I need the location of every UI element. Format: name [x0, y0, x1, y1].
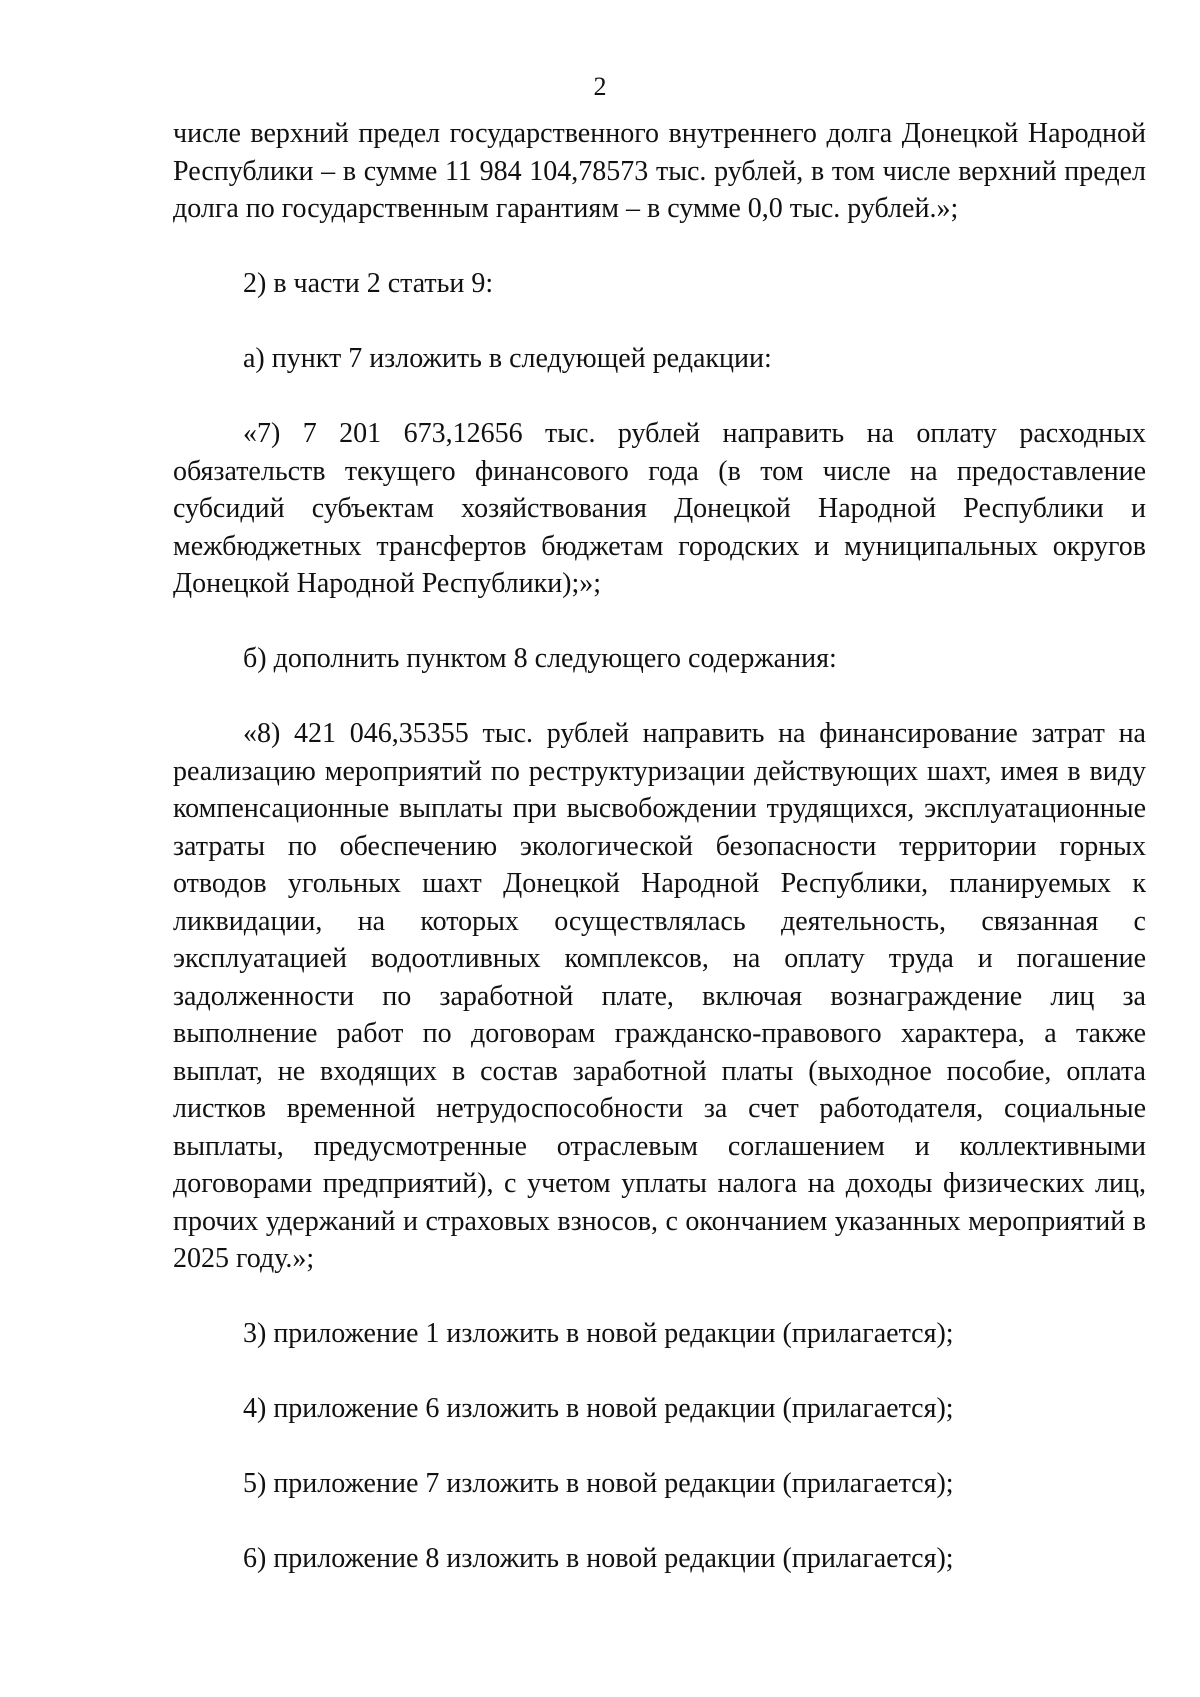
document-body: [173, 115, 1146, 1578]
paragraph-point-7-text: «7) 7 201 673,12656 тыс. рублей направить на оплату расходных обязательств текущего финансового года (в том числе на предоставление субсидий субъектам хозяйствования Донецкой Народной Республики и межбюджетных трансфертов бюджетам городских и муниципальных округов Донецкой Народной Республики);»;: [173, 418, 1146, 599]
paragraph-item-3: 3) приложение 1 изложить в новой редакции (прилагается);: [243, 1318, 954, 1349]
paragraph-point-8-text: «8) 421 046,35355 тыс. рублей направить на финансирование затрат на реализацию мероприятий по реструктуризации действующих шахт, имея в виду компенсационные выплаты при высвобождении трудящихся, эксплуатационные затраты по обеспечению экологической безопасности территории горных отводов угольных шахт Донецкой Народной Республики, планируемых к ликвидации, на которых осуществлялась деятельность, связанная с эксплуатацией водоотливных комплексов, на оплату труда и погашение задолженности по заработной плате, включая вознаграждение лиц за выполнение работ по договорам гражданско-правового характера, а также выплат, не входящих в состав заработной платы (выходное пособие, оплата листков временной нетрудоспособности за счет работодателя, социальные выплаты, предусмотренные отраслевым соглашением и коллективными договорами предприятий), с учетом уплаты налога на доходы физических лиц, прочих удержаний и страховых взносов, с окончанием указанных мероприятий в 2025 году.»;: [173, 718, 1146, 1274]
paragraph-continuation: числе верхний предел государственного внутреннего долга Донецкой Народной Республики – в сумме 11 984 104,78573 тыс. рублей, в том числе верхний предел долга по государственным гарантиям – в сумме 0,0 тыс. рублей.»;: [173, 118, 1146, 224]
paragraph-item-4: 4) приложение 6 изложить в новой редакции (прилагается);: [243, 1393, 954, 1424]
paragraph-subitem-a: а) пункт 7 изложить в следующей редакции:: [243, 343, 772, 374]
paragraph-item-5: 5) приложение 7 изложить в новой редакции (прилагается);: [243, 1468, 954, 1499]
paragraph-subitem-b: б) дополнить пунктом 8 следующего содержания:: [243, 643, 837, 674]
page-number: 2: [593, 72, 607, 101]
paragraph-item-6: 6) приложение 8 изложить в новой редакции (прилагается);: [243, 1543, 954, 1574]
paragraph-item-2: 2) в части 2 статьи 9:: [243, 268, 494, 299]
